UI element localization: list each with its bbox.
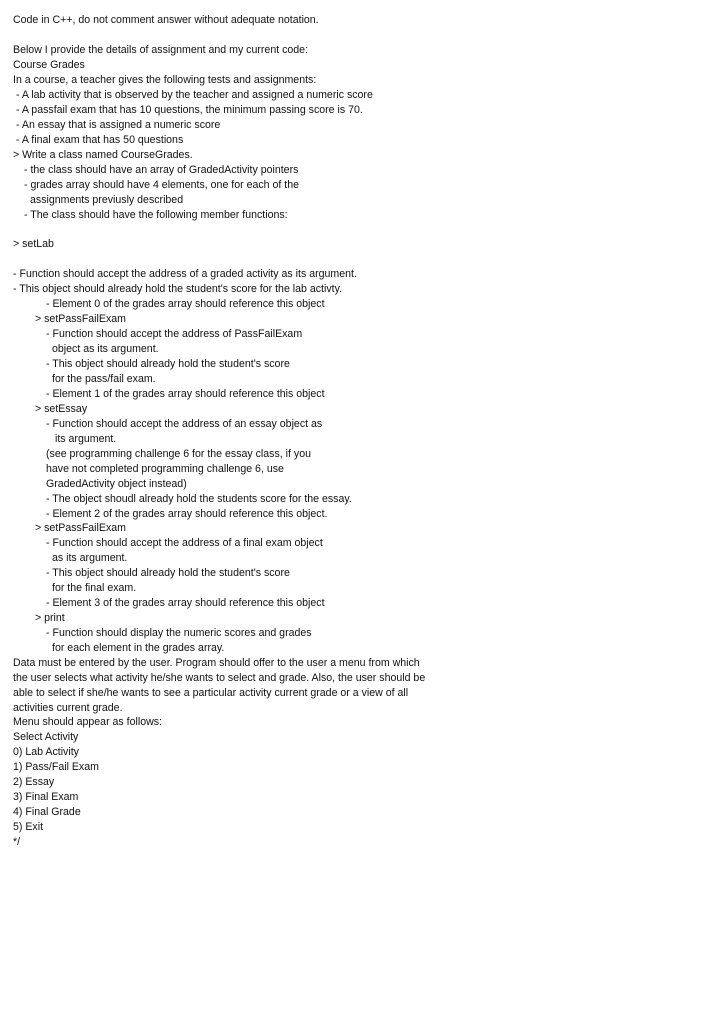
text-line: - Element 0 of the grades array should reference this object (46, 298, 325, 310)
text-line: - An essay that is assigned a numeric score (16, 119, 221, 131)
text-line: 4) Final Grade (13, 806, 81, 818)
text-line: its argument. (55, 433, 117, 445)
text-line: the user selects what activity he/she wants to select and grade. Also, the user should be (13, 672, 426, 684)
text-line: Course Grades (13, 59, 85, 71)
text-line: have not completed programming challenge 6, use (46, 463, 284, 475)
text-line: 3) Final Exam (13, 791, 79, 803)
text-line: Below I provide the details of assignment and my current code: (13, 44, 309, 56)
text-line: Select Activity (13, 731, 79, 743)
text-line: - This object should already hold the student's score for the lab activty. (13, 283, 343, 295)
text-line: */ (13, 836, 21, 848)
text-line: > print (35, 612, 65, 624)
text-line: for the final exam. (52, 582, 137, 594)
text-line: activities current grade. (13, 702, 123, 714)
text-line: object as its argument. (52, 343, 159, 355)
text-line: - This object should already hold the student's score (46, 567, 290, 579)
text-line: - Function should accept the address of PassFailExam (46, 328, 303, 340)
text-line: 2) Essay (13, 776, 55, 788)
text-line: > setLab (13, 238, 54, 250)
text-line: - Function should display the numeric scores and grades (46, 627, 312, 639)
text-line: Code in C++, do not comment answer without adequate notation. (13, 14, 319, 26)
text-line: 0) Lab Activity (13, 746, 79, 758)
text-line: - A passfail exam that has 10 questions, the minimum passing score is 70. (16, 104, 363, 116)
text-line: - The object shoudl already hold the students score for the essay. (46, 493, 352, 505)
text-line: - Function should accept the address of an essay object as (46, 418, 323, 430)
text-line: - A lab activity that is observed by the teacher and assigned a numeric score (16, 89, 373, 101)
text-line: able to select if she/he wants to see a particular activity current grade or a view of all (13, 687, 409, 699)
text-line: GradedActivity object instead) (46, 478, 187, 490)
text-line: 1) Pass/Fail Exam (13, 761, 99, 773)
text-line: 5) Exit (13, 821, 44, 833)
text-line: as its argument. (52, 552, 128, 564)
text-line: assignments previusly described (30, 194, 184, 206)
text-line: - Element 2 of the grades array should reference this object. (46, 508, 328, 520)
text-line: Menu should appear as follows: (13, 716, 162, 728)
text-line: Data must be entered by the user. Program should offer to the user a menu from which (13, 657, 420, 669)
text-line: > setEssay (35, 403, 88, 415)
text-line: - Function should accept the address of a final exam object (46, 537, 323, 549)
text-line: - This object should already hold the student's score (46, 358, 290, 370)
text-line: > setPassFailExam (35, 522, 126, 534)
text-line: - A final exam that has 50 questions (16, 134, 184, 146)
text-line: > setPassFailExam (35, 313, 126, 325)
text-line: - grades array should have 4 elements, one for each of the (24, 179, 300, 191)
text-line: - Element 1 of the grades array should reference this object (46, 388, 325, 400)
text-line: for the pass/fail exam. (52, 373, 156, 385)
text-line: - Element 3 of the grades array should reference this object (46, 597, 325, 609)
text-line: for each element in the grades array. (52, 642, 225, 654)
text-line: - the class should have an array of GradedActivity pointers (24, 164, 299, 176)
text-line: In a course, a teacher gives the following tests and assignments: (13, 74, 317, 86)
text-line: - The class should have the following member functions: (24, 209, 288, 221)
text-line: (see programming challenge 6 for the essay class, if you (46, 448, 311, 460)
text-line: > Write a class named CourseGrades. (13, 149, 193, 161)
text-line: - Function should accept the address of a graded activity as its argument. (13, 268, 357, 280)
